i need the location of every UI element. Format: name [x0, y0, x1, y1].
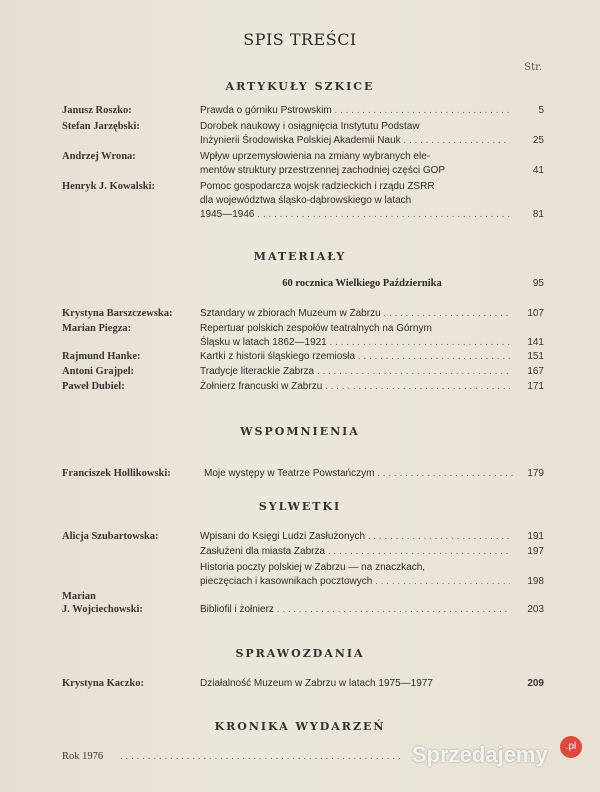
- entry-author: Antoni Grajpel:: [62, 366, 135, 377]
- entry-title: Historia poczty polskiej w Zabrzu — na znaczkach,: [200, 562, 426, 573]
- entry-author: Alicja Szubartowska:: [62, 531, 159, 542]
- entry-author: Krystyna Barszczewska:: [62, 308, 173, 319]
- entry-title-line-2: dla województwa śląsko-dąbrowskiego w latach: [200, 195, 412, 206]
- entry-title-line-2: mentów struktury przestrzennej zachodniej części GOP: [200, 165, 446, 176]
- entry-author: Rok 1976: [62, 751, 104, 762]
- section-heading-chronicle: KRONIKA WYDARZEŃ: [214, 720, 386, 733]
- entry-author: Marian: [62, 591, 96, 602]
- toc-entry: [0, 307, 600, 321]
- entry-author: Janusz Roszko:: [62, 105, 132, 116]
- entry-page: 171: [527, 381, 544, 392]
- entry-author: Franciszek Hollikowski:: [62, 468, 171, 479]
- entry-page: 167: [527, 366, 544, 377]
- entry-author: Andrzej Wrona:: [62, 151, 136, 162]
- entry-title: Moje występy w Teatrze Powstańczym . . .: [204, 467, 514, 481]
- entry-title-line-2: Inżynierii Środowiska Polskiej Akademii Nauk . . .: [200, 134, 510, 148]
- entry-page: 203: [527, 604, 544, 615]
- entry-title-line-3: 1945—1946 . . .: [200, 208, 510, 222]
- entry-page: 191: [527, 531, 544, 542]
- toc-entry: [0, 677, 600, 691]
- entry-title: Wpisani do Księgi Ludzi Zasłużonych . . .: [200, 530, 510, 544]
- toc-entry: [0, 530, 600, 544]
- page-column-label: Str.: [524, 62, 542, 73]
- entry-page: 198: [527, 576, 544, 587]
- entry-title-line-2: pieczęciach i kasownikach pocztowych . . .: [200, 575, 510, 589]
- entry-page: 5: [538, 105, 544, 116]
- toc-entry-continuation: [0, 164, 600, 178]
- toc-entry: [0, 380, 600, 394]
- section-heading-materials: MATERIAŁY: [253, 250, 347, 263]
- entry-title: Wpływ uprzemysłowienia na zmiany wybranych ele-: [200, 151, 431, 162]
- section-heading-memoirs: WSPOMNIENIA: [240, 425, 360, 438]
- entry-author: Henryk J. Kowalski:: [62, 181, 156, 192]
- section-heading-reports: SPRAWOZDANIA: [235, 647, 365, 660]
- toc-entry: [0, 590, 600, 604]
- toc-entry: [0, 561, 600, 575]
- toc-entry-continuation: [0, 134, 600, 148]
- toc-entry-continuation: [0, 194, 600, 208]
- entry-author: Stefan Jarzębski:: [62, 121, 140, 132]
- entry-page: 141: [527, 337, 544, 348]
- entry-page: 95: [532, 278, 544, 289]
- entry-page: 151: [527, 351, 544, 362]
- entry-author: Marian Piegza:: [62, 323, 132, 334]
- toc-entry: [0, 322, 600, 336]
- toc-entry: [0, 467, 600, 481]
- toc-entry: [0, 365, 600, 379]
- entry-title: Tradycje literackie Zabrza . . .: [200, 365, 510, 379]
- entry-title: Prawda o górniku Pstrowskim . . .: [200, 104, 510, 118]
- subheading-title: 60 rocznica Wielkiego Października: [282, 278, 442, 289]
- entry-title: Zasłużeni dla miasta Zabrza . . .: [200, 545, 510, 559]
- entry-page: 107: [527, 308, 544, 319]
- entry-title: [120, 750, 410, 764]
- entry-author: Paweł Dubiel:: [62, 381, 125, 392]
- toc-entry: [0, 150, 600, 164]
- entry-page: 81: [532, 209, 544, 220]
- entry-author: Rajmund Hanke:: [62, 351, 141, 362]
- entry-title-line-2: Śląsku w latach 1862—1921 . . .: [200, 336, 510, 350]
- entry-page: 179: [527, 468, 544, 479]
- toc-entry-continuation: [0, 208, 600, 222]
- toc-entry: [0, 104, 600, 118]
- page-title: SPIS TREŚCI: [243, 30, 357, 49]
- toc-entry: [0, 180, 600, 194]
- toc-entry: [0, 120, 600, 134]
- section-heading-profiles: SYLWETKI: [258, 500, 342, 513]
- section-heading-articles: ARTYKUŁY SZKICE: [225, 80, 375, 93]
- entry-title: Dorobek naukowy i osiągnięcia Instytutu Podstaw: [200, 121, 420, 132]
- toc-entry-continuation: [0, 575, 600, 589]
- entry-page: 25: [532, 135, 544, 146]
- entry-title: Działalność Muzeum w Zabrzu w latach 1975—1977: [200, 678, 433, 689]
- entry-title: Pomoc gospodarcza wojsk radzieckich i rządu ZSRR: [200, 181, 435, 192]
- entry-page: 209: [527, 678, 544, 689]
- entry-page: 41: [532, 165, 544, 176]
- entry-page: 197: [527, 546, 544, 557]
- toc-entry: [0, 350, 600, 364]
- entry-author: Krystyna Kaczko:: [62, 678, 144, 689]
- entry-title: Kartki z historii śląskiego rzemiosła . . .: [200, 350, 510, 364]
- toc-entry: [0, 603, 600, 617]
- entry-title: Bibliofil i żołnierz . . .: [200, 603, 510, 617]
- watermark-logo: Sprzedajemy: [412, 742, 548, 767]
- toc-entry: [0, 545, 600, 559]
- watermark-badge: .pl: [560, 736, 582, 758]
- toc-entry-continuation: [0, 336, 600, 350]
- toc-subheading: [0, 277, 600, 291]
- entry-title: Repertuar polskich zespołów teatralnych na Górnym: [200, 323, 432, 334]
- entry-title: Sztandary w zbiorach Muzeum w Zabrzu . . .: [200, 307, 510, 321]
- entry-title: Żołnierz francuski w Zabrzu . . .: [200, 380, 510, 394]
- entry-author: J. Wojciechowski:: [62, 604, 143, 615]
